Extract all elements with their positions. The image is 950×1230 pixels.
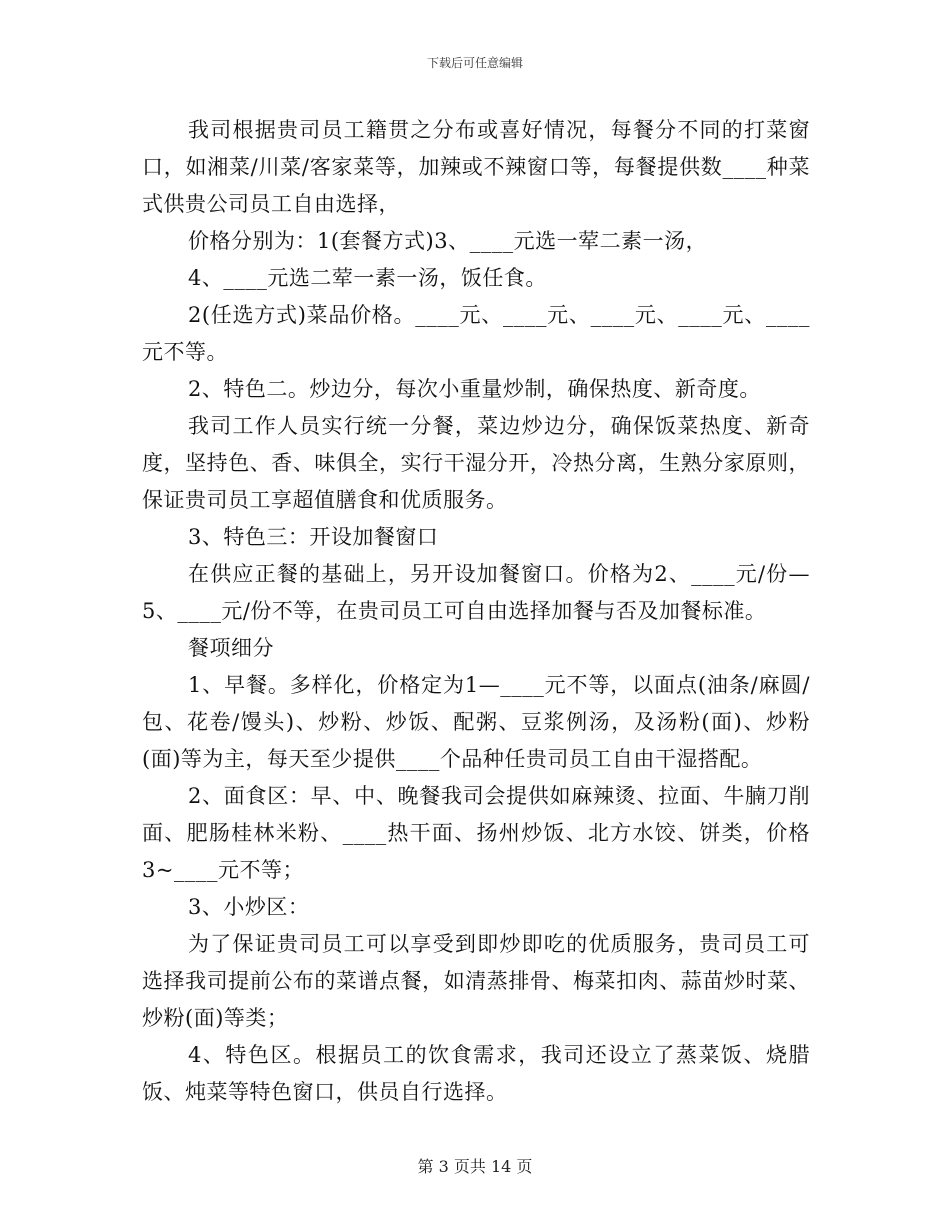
paragraph: 1、早餐。多样化，价格定为1—____元不等，以面点(油条/麻圆/包、花卷/馒头)、炒粉、炒饭、配粥、豆浆例汤，及汤粉(面)、炒粉(面)等为主，每天至少提供____个品种任贵司员工自由干湿搭配。 — [142, 673, 810, 771]
paragraph: 3、小炒区： — [188, 895, 310, 919]
paragraph: 我司工作人员实行统一分餐，菜边炒边分，确保饭菜热度、新奇度，坚持色、香、味俱全，实行干湿分开，冷热分离，生熟分家原则，保证贵司员工享超值膳食和优质服务。 — [142, 414, 810, 512]
paragraph: 2(任选方式)菜品价格。____元、____元、____元、____元、____元不等。 — [142, 303, 810, 364]
document-body — [142, 112, 810, 1111]
page-number: 第 3 页共 14 页 — [417, 1157, 533, 1176]
paragraph: 4、____元选二荤一素一汤，饭任食。 — [188, 266, 547, 290]
paragraph: 我司根据贵司员工籍贯之分布或喜好情况，每餐分不同的打菜窗口，如湘菜/川菜/客家菜等，加辣或不辣窗口等，每餐提供数____种菜式供贵公司员工自由选择， — [142, 118, 810, 216]
paragraph: 3、特色三：开设加餐窗口 — [188, 525, 439, 549]
paragraph: 为了保证贵司员工可以享受到即炒即吃的优质服务，贵司员工可选择我司提前公布的菜谱点餐，如清蒸排骨、梅菜扣肉、蒜苗炒时菜、炒粉(面)等类； — [142, 932, 810, 1030]
paragraph: 2、面食区：早、中、晚餐我司会提供如麻辣烫、拉面、牛腩刀削面、肥肠桂林米粉、____热干面、扬州炒饭、北方水饺、饼类，价格3~____元不等； — [142, 784, 810, 882]
paragraph: 4、特色区。根据员工的饮食需求，我司还设立了蒸菜饭、烧腊饭、炖菜等特色窗口，供员自行选择。 — [142, 1043, 810, 1104]
page-header: 下载后可任意编辑 — [426, 56, 523, 70]
paragraph: 价格分别为：1(套餐方式)3、____元选一荤二素一汤， — [188, 229, 708, 253]
paragraph: 在供应正餐的基础上，另开设加餐窗口。价格为2、____元/份—5、____元/份不等，在贵司员工可自由选择加餐与否及加餐标准。 — [142, 562, 810, 623]
paragraph: 2、特色二。炒边分，每次小重量炒制，确保热度、新奇度。 — [188, 377, 761, 401]
section-heading: 餐项细分 — [188, 636, 274, 660]
